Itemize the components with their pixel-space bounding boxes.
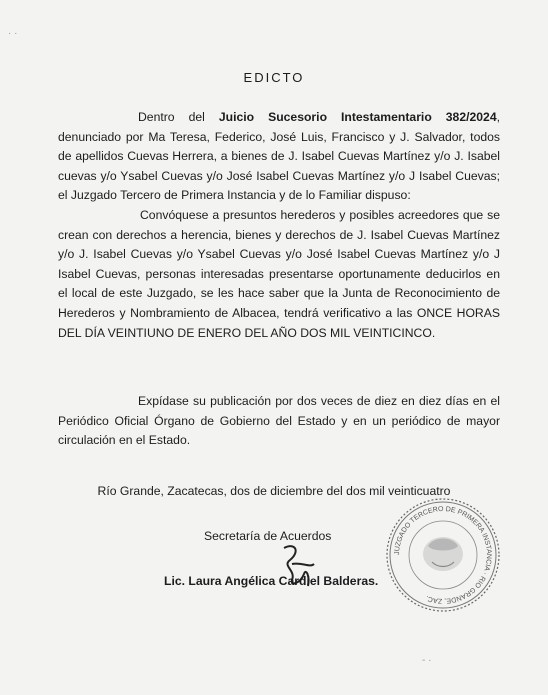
handwritten-signature	[274, 540, 324, 597]
intro-body: , denunciado por Ma Teresa, Federico, José Luis, Francisco y J. Salvador, todos de apellidos Cuevas Herrera, a bienes de J. Isabel Cuevas Martínez y/o J. Isabel cuevas y/o Ysabel Cuevas y/o José Isabel Cuevas Martínez y/o J Isabel Cuevas; el Juzgado Tercero de Primera Instancia y de lo Familiar dispuso:	[58, 110, 500, 203]
paragraph-publication	[58, 392, 500, 451]
signer-name: Lic. Laura Angélica Cardiel Balderas.	[164, 574, 379, 588]
intro-lead: Dentro del	[138, 110, 219, 124]
secretary-title: Secretaría de Acuerdos	[204, 529, 332, 543]
document-title: EDICTO	[243, 70, 305, 85]
convocation-body: Convóquese a presuntos herederos y posibles acreedores que se crean con derechos a herencia, bienes y derechos de J. Isabel Cuevas Martínez y/o J. Isabel Cuevas y/o Ysabel Cuevas y/o José Isabel Cuevas Martínez y/o J Isabel Cuevas, personas interesadas presentarse oportunamente deducirlos en el local de este Juzgado, se les hace saber que la Junta de Reconocimiento de Herederos y Nombramiento de Albacea, tendrá verificativo a las	[58, 208, 500, 320]
case-reference: Juicio Sucesorio Intestamentario 382/2024	[218, 110, 497, 124]
paragraph-convocation	[58, 206, 500, 343]
scan-mark: · ·	[8, 28, 18, 39]
publication-body: Expídase su publicación por dos veces de diez en diez días en el Periódico Oficial Órgano de Gobierno del Estado y en un periódico de mayor circulación en el Estado.	[58, 394, 500, 448]
paragraph-intro	[58, 108, 500, 206]
hearing-date: ONCE HORAS DEL DÍA VEINTIUNO DE ENERO DEL AÑO DOS MIL VEINTICINCO.	[58, 305, 500, 340]
scan-mark: - ·	[422, 655, 432, 666]
place-date: Río Grande, Zacatecas, dos de diciembre del dos mil veinticuatro	[97, 484, 451, 498]
court-seal	[384, 496, 502, 619]
svg-text:JUZGADO TERCERO DE PRIMERA INS: JUZGADO TERCERO DE PRIMERA INSTANCIA · RIO GRANDE, ZAC.	[393, 505, 493, 605]
